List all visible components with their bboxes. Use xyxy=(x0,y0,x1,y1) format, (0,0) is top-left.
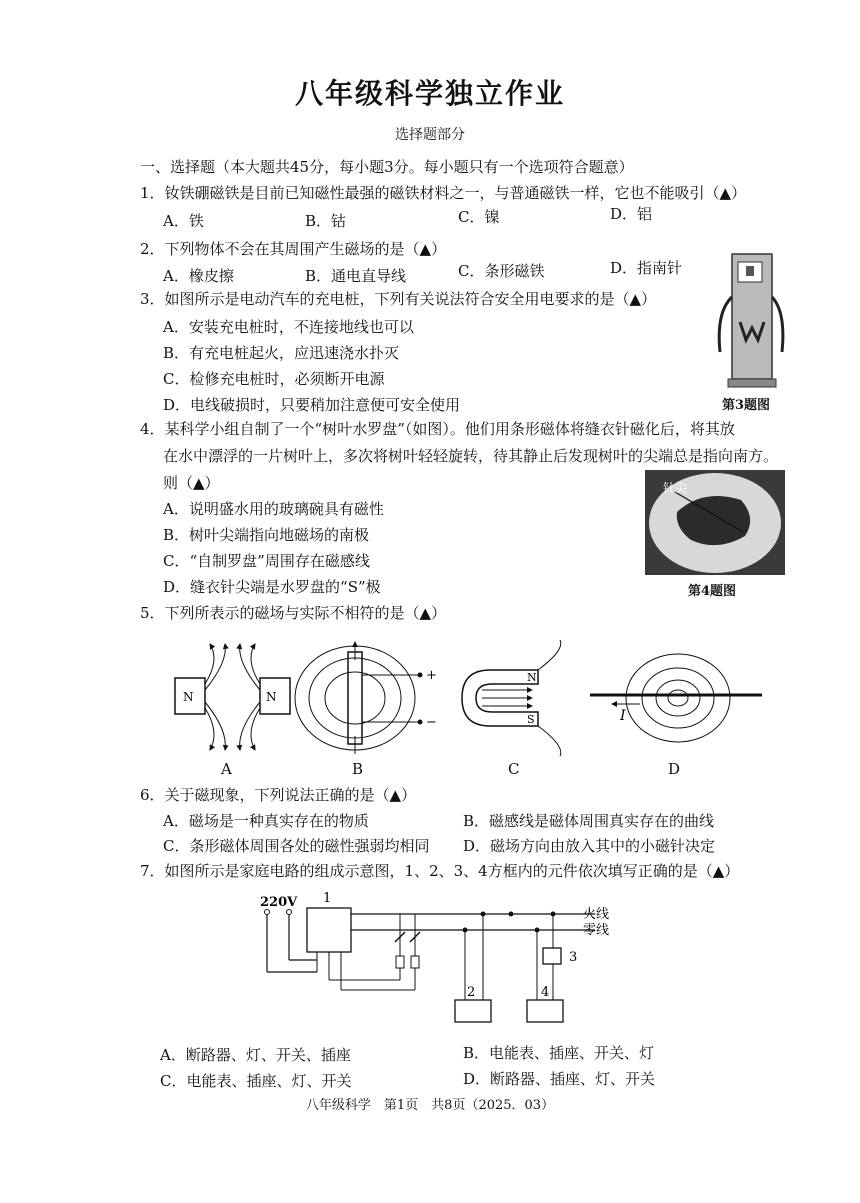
needle-tip-label: 针尖 xyxy=(663,481,688,495)
question-3-stem: 3．如图所示是电动汽车的充电桩，下列有关说法符合安全用电要求的是（▲） xyxy=(140,290,657,308)
question-6-option-d: D．磁场方向由放入其中的小磁针决定 xyxy=(463,837,716,855)
charging-pile-base xyxy=(728,379,776,387)
circuit-box-4-label: 4 xyxy=(541,985,550,1000)
figure-b-minus-label: − xyxy=(426,715,437,730)
section-subtitle: 选择题部分 xyxy=(395,127,465,143)
circuit-box-4 xyxy=(527,1000,563,1022)
question-4-option-d: D．缝衣针尖端是水罗盘的“S”极 xyxy=(163,578,381,596)
question-1-option-a: A．铁 xyxy=(163,212,204,230)
household-circuit-figure xyxy=(255,890,625,1035)
question-6-option-a: A．磁场是一种真实存在的物质 xyxy=(163,812,369,830)
page-footer: 八年级科学 第1页 共8页（2025．03） xyxy=(305,1098,555,1113)
question-1-option-d: D．铝 xyxy=(610,205,653,223)
live-wire-label: 火线 xyxy=(583,907,610,922)
circuit-box-2 xyxy=(455,1000,491,1022)
magnetic-field-figures xyxy=(170,640,770,760)
question-2-stem: 2．下列物体不会在其周围产生磁场的是（▲） xyxy=(140,240,447,258)
question-4-stem-line-2: 在水中漂浮的一片树叶上，多次将树叶轻轻旋转，待其静止后发现树叶的尖端总是指向南方。 xyxy=(163,447,779,465)
figure-b-coil xyxy=(348,652,362,744)
charging-cable-right xyxy=(772,297,783,352)
figure-a-right-pole-label: N xyxy=(266,690,277,704)
circuit-box-1-label: 1 xyxy=(323,891,332,906)
question-4-stem-line-3: 则（▲） xyxy=(163,474,220,492)
circuit-voltage-label: 220V xyxy=(260,895,298,910)
figure-d-straight-wire xyxy=(590,654,762,742)
question-7-option-a: A．断路器、灯、开关、插座 xyxy=(160,1046,351,1064)
question-7-option-c: C．电能表、插座、灯、开关 xyxy=(160,1072,352,1090)
circuit-box-3-label: 3 xyxy=(569,950,578,965)
figure-c-label: C xyxy=(508,760,520,778)
figure-d-label: D xyxy=(668,760,681,778)
question-2-option-b: B．通电直导线 xyxy=(305,267,407,285)
figure-3-caption: 第3题图 xyxy=(722,398,771,413)
question-3-option-b: B．有充电桩起火，应迅速浇水扑灭 xyxy=(163,344,400,362)
leaf-compass-figure xyxy=(645,470,785,575)
question-3-option-d: D．电线破损时，只要稍加注意便可安全使用 xyxy=(163,396,461,414)
neutral-wire-label: 零线 xyxy=(583,923,610,938)
question-2-option-d: D．指南针 xyxy=(610,259,683,277)
question-1-option-b: B．钴 xyxy=(305,212,347,230)
question-6-stem: 6．关于磁现象，下列说法正确的是（▲） xyxy=(140,786,417,804)
figure-c-u-magnet xyxy=(462,640,561,756)
figure-d-current-label: I xyxy=(620,708,626,724)
section-header: 一、选择题（本大题共45分，每小题3分。每小题只有一个选项符合题意） xyxy=(140,158,634,176)
question-2-option-c: C．条形磁铁 xyxy=(458,262,545,280)
figure-a-label: A xyxy=(221,760,232,778)
figure-b-label: B xyxy=(352,760,364,778)
charging-cable-left xyxy=(719,297,732,352)
figure-b-solenoid xyxy=(295,642,437,754)
figure-c-south-label: S xyxy=(527,713,535,726)
charging-pile-indicator xyxy=(746,266,754,276)
circuit-box-3 xyxy=(543,948,561,964)
figure-a-two-north-poles xyxy=(175,644,290,750)
circuit-box-1 xyxy=(307,908,351,952)
question-1-stem: 1．钕铁硼磁铁是目前已知磁性最强的磁铁材料之一，与普通磁铁一样，它也不能吸引（▲） xyxy=(140,184,747,202)
question-3-option-a: A．安装充电桩时，不连接地线也可以 xyxy=(163,318,414,336)
figure-c-north-label: N xyxy=(527,671,537,684)
page-title: 八年级科学独立作业 xyxy=(294,77,565,110)
question-4-option-a: A．说明盛水用的玻璃碗具有磁性 xyxy=(163,500,384,518)
question-3-option-c: C．检修充电桩时，必须断开电源 xyxy=(163,370,385,388)
question-4-option-b: B．树叶尖端指向地磁场的南极 xyxy=(163,526,370,544)
question-4-stem-line-1: 4．某科学小组自制了一个“树叶水罗盘”（如图）。他们用条形磁体将缝衣针磁化后，将其放 xyxy=(140,420,735,438)
question-5-stem: 5．下列所表示的磁场与实际不相符的是（▲） xyxy=(140,604,447,622)
question-6-option-b: B．磁感线是磁体周围真实存在的曲线 xyxy=(463,812,715,830)
question-6-option-c: C．条形磁体周围各处的磁性强弱均相同 xyxy=(163,837,430,855)
question-7-option-d: D．断路器、插座、灯、开关 xyxy=(463,1070,656,1088)
question-1-option-c: C．镍 xyxy=(458,208,500,226)
question-2-option-a: A．橡皮擦 xyxy=(163,267,234,285)
figure-b-plus-label: + xyxy=(426,668,437,683)
figure-4-caption: 第4题图 xyxy=(688,584,737,599)
figure-a-left-pole-label: N xyxy=(183,690,194,704)
question-7-stem: 7．如图所示是家庭电路的组成示意图，1、2、3、4方框内的元件依次填写正确的是（▲） xyxy=(140,862,740,880)
charging-pile-figure xyxy=(712,252,788,392)
question-7-option-b: B．电能表、插座、开关、灯 xyxy=(463,1044,655,1062)
question-4-option-c: C．“自制罗盘”周围存在磁感线 xyxy=(163,552,370,570)
circuit-box-2-label: 2 xyxy=(467,985,476,1000)
